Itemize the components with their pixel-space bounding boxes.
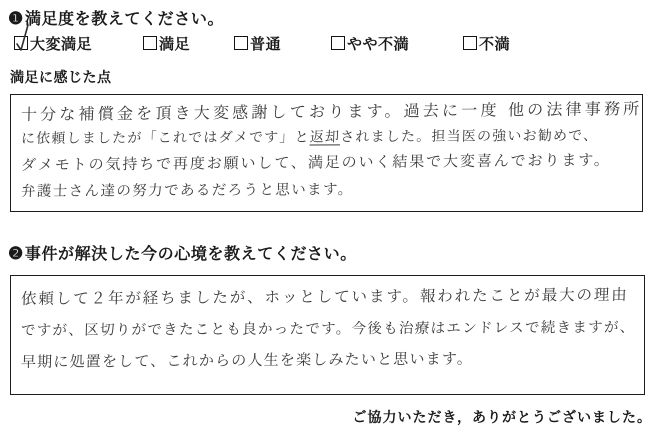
- handwritten-line: 依頼して２年が経ちましたが、ホッとしています。報われたことが最大の理由: [20, 285, 629, 309]
- option-label: 普通: [250, 36, 282, 53]
- option-very-satisfied[interactable]: [14, 34, 92, 52]
- handwritten-segment: に依頼しましたが「これではダメです」と: [20, 129, 311, 148]
- option-dissatisfied[interactable]: [463, 34, 510, 52]
- question1-title: 満足度を教えてください。: [24, 11, 225, 28]
- handwritten-line: ですが、区切りができたことも良かったです。今後も治療はエンドレスで続きますが、: [20, 319, 636, 340]
- handwritten-line: [21, 125, 599, 148]
- handwritten-line: 十分な補償金を頂き大変感謝しております。過去に一度 他の法律事務所: [20, 99, 643, 125]
- question2-title: 事件が解決した今の心境を教えてください。: [24, 246, 357, 263]
- checkbox-satisfied[interactable]: [143, 36, 157, 50]
- question2-number-icon: ❷: [8, 244, 24, 263]
- handwritten-line: 弁護士さん達の努力であるだろうと思います。: [20, 181, 354, 201]
- option-somewhat-dissatisfied[interactable]: [331, 34, 409, 52]
- question2-header: [8, 241, 357, 264]
- checkbox-dissatisfied[interactable]: [463, 36, 477, 50]
- option-label: 満足: [159, 36, 191, 53]
- handwritten-line: 早期に処置をして、これからの人生を楽しみたいと思います。: [20, 349, 474, 372]
- checkbox-neutral[interactable]: [234, 36, 248, 50]
- question1-header: [8, 6, 224, 29]
- satisfied-points-label: 満足に感じた点: [10, 71, 112, 86]
- option-label: 不満: [479, 36, 511, 53]
- handwritten-segment: されました。担当医の強いお勧めで、: [339, 127, 599, 146]
- question1-number-icon: ❶: [8, 9, 24, 28]
- option-neutral[interactable]: [234, 34, 281, 52]
- option-satisfied[interactable]: [143, 34, 190, 52]
- answer-box-current-feelings: [10, 275, 645, 395]
- checkmark-icon: [12, 23, 34, 55]
- handwritten-line: ダメモトの気持ちで再度お願いして、満足のいく結果で大変喜んでおります。: [20, 150, 612, 175]
- checkbox-very-satisfied[interactable]: [14, 36, 28, 50]
- answer-box-satisfied-points: [10, 94, 643, 212]
- option-label: 大変満足: [30, 36, 93, 53]
- checkbox-somewhat-dissatisfied[interactable]: [331, 36, 345, 50]
- handwritten-underlined-word: 返却: [309, 129, 341, 146]
- thank-you-text: ご協力いただき，ありがとうございました。: [352, 411, 652, 426]
- option-label: やや不満: [347, 36, 410, 53]
